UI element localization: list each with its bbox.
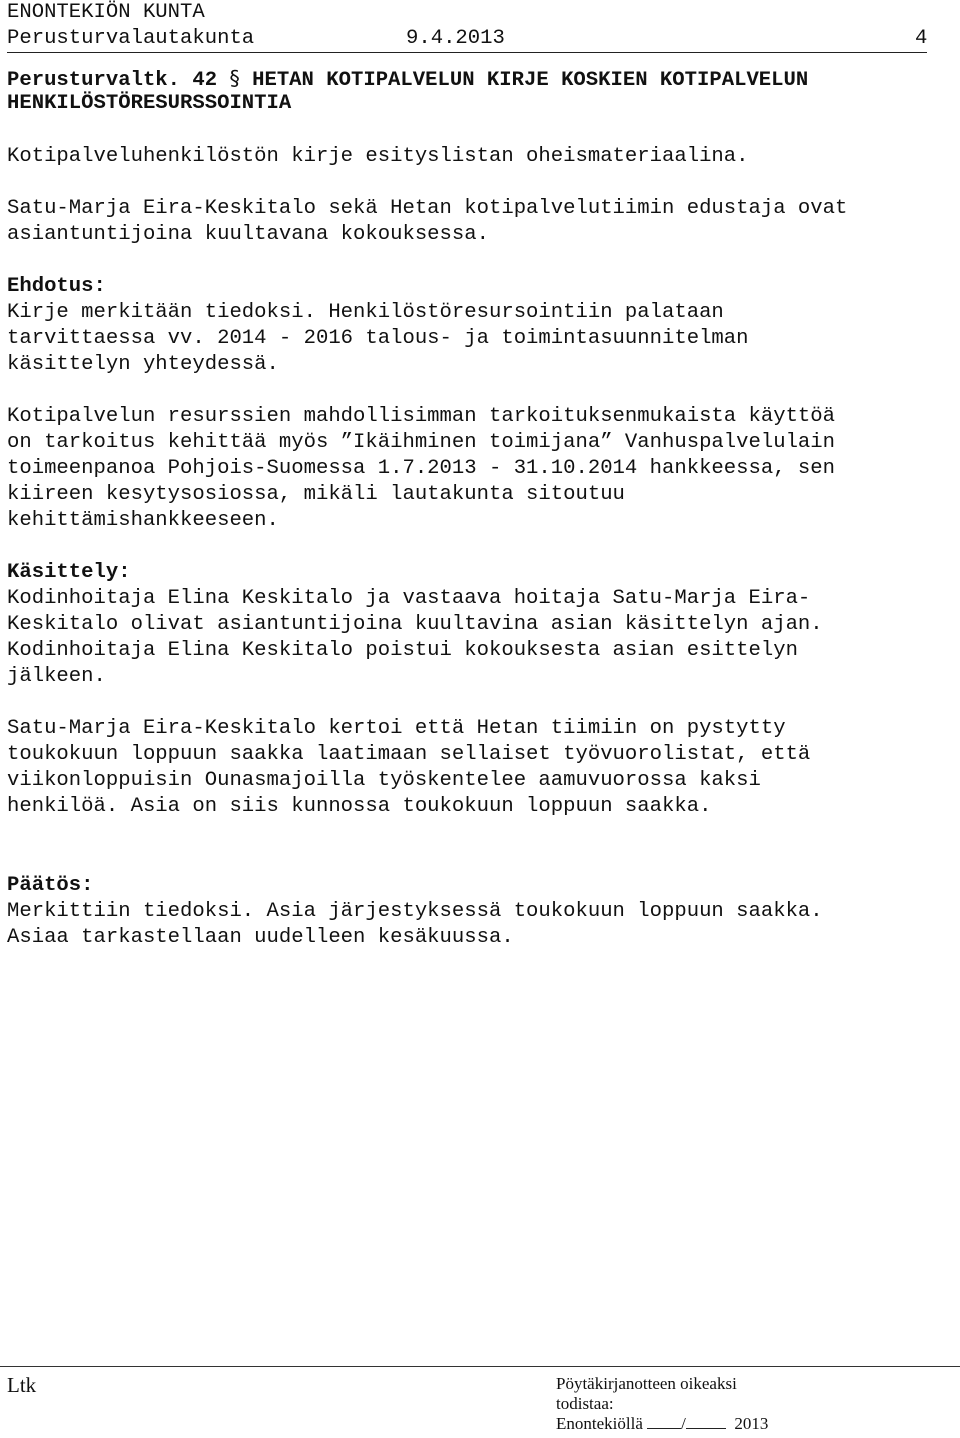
ehdotus-p2-line2: on tarkoitus kehittää myös ”Ikäihminen toimijana” Vanhuspalvelulain <box>7 431 836 454</box>
item-title-text: HETAN KOTIPALVELUN KIRJE KOSKIEN KOTIPALVELUN <box>252 69 809 92</box>
cert-line1: Pöytäkirjanotteen oikeaksi <box>556 1374 737 1393</box>
kasittely-p1-line2: Keskitalo olivat asiantuntijoina kuultavina asian käsittelyn ajan. <box>7 613 823 636</box>
org-name: ENONTEKIÖN KUNTA <box>7 1 205 24</box>
paatos-line2: Asiaa tarkastellaan uudelleen kesäkuussa. <box>7 926 514 949</box>
page-number: 4 <box>915 27 928 50</box>
kasittely-p2-line3: viikonloppuisin Ounasmajoilla työskentelee aamuvuorossa kaksi <box>7 769 761 792</box>
day-blank <box>647 1428 681 1429</box>
cert-line2: todistaa: <box>556 1394 614 1413</box>
footer-ltk: Ltk <box>7 1373 37 1397</box>
kasittely-p2-line4: henkilöä. Asia on siis kunnossa toukokuun loppuun saakka. <box>7 795 712 818</box>
ehdotus-p1-line2: tarvittaessa vv. 2014 - 2016 talous- ja toimintasuunnitelman <box>7 327 749 350</box>
item-title-line2: HENKILÖSTÖRESURSSOINTIA <box>7 92 292 115</box>
intro-paragraph-2-line1: Satu-Marja Eira-Keskitalo sekä Hetan kotipalvelutiimin edustaja ovat <box>7 197 848 220</box>
intro-paragraph-1: Kotipalveluhenkilöstön kirje esityslistan oheismateriaalina. <box>7 145 749 168</box>
ehdotus-p2-line3: toimeenpanoa Pohjois-Suomessa 1.7.2013 - 31.10.2014 hankkeessa, sen <box>7 457 836 480</box>
footer-rule <box>0 1366 960 1367</box>
kasittely-p1-line3: Kodinhoitaja Elina Keskitalo poistui kokouksesta asian esittelyn <box>7 639 798 662</box>
paatos-heading: Päätös: <box>7 874 94 897</box>
ehdotus-p2-line1: Kotipalvelun resurssien mahdollisimman tarkoituksenmukaista käyttöä <box>7 405 836 428</box>
month-blank <box>686 1428 726 1429</box>
ehdotus-p1-line1: Kirje merkitään tiedoksi. Henkilöstöresursointiin palataan <box>7 301 724 324</box>
kasittely-p2-line2: toukokuun loppuun saakka laatimaan sellaiset työvuorolistat, että <box>7 743 811 766</box>
kasittely-p1-line1: Kodinhoitaja Elina Keskitalo ja vastaava hoitaja Satu-Marja Eira- <box>7 587 811 610</box>
item-title-line1 <box>7 65 808 94</box>
cert-place-date <box>556 1414 768 1434</box>
footer-certification <box>556 1374 768 1434</box>
section-sign: § <box>229 66 240 90</box>
ehdotus-heading: Ehdotus: <box>7 275 106 298</box>
date-slash: / <box>681 1414 686 1433</box>
ehdotus-p2-line4: kiireen kesytysosiossa, mikäli lautakunta sitoutuu <box>7 483 625 506</box>
item-number: Perusturvaltk. 42 <box>7 69 218 92</box>
cert-year: 2013 <box>734 1414 769 1433</box>
intro-paragraph-2-line2: asiantuntijoina kuultavana kokouksessa. <box>7 223 489 246</box>
ehdotus-p2-line5: kehittämishankkeeseen. <box>7 509 279 532</box>
meeting-date: 9.4.2013 <box>406 27 505 50</box>
ehdotus-p1-line3: käsittelyn yhteydessä. <box>7 353 279 376</box>
paatos-line1: Merkittiin tiedoksi. Asia järjestyksessä toukokuun loppuun saakka. <box>7 900 823 923</box>
kasittely-heading: Käsittely: <box>7 561 131 584</box>
committee-name: Perusturvalautakunta <box>7 27 255 50</box>
kasittely-p2-line1: Satu-Marja Eira-Keskitalo kertoi että Hetan tiimiin on pystytty <box>7 717 786 740</box>
cert-place: Enontekiöllä <box>556 1414 643 1433</box>
kasittely-p1-line4: jälkeen. <box>7 665 106 688</box>
